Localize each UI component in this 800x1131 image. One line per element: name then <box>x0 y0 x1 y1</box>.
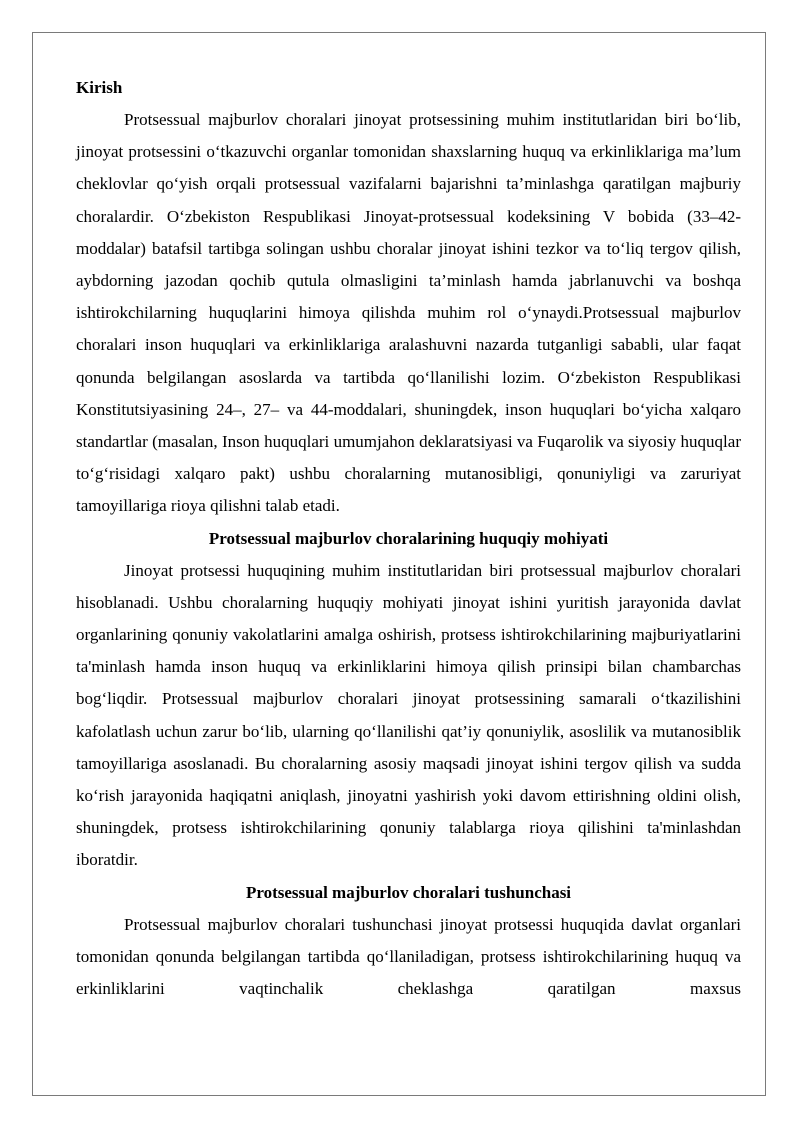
paragraph-intro: Protsessual majburlov choralari jinoyat protsessining muhim institutlaridan biri bo‘lib, jinoyat protsessini o‘tkazuvchi organlar tomonidan shaxslarning huquq va erkinliklariga ma’lum cheklovlar qo‘yish orqali protsessual vazifalarni bajarishni ta’minlashga qaratilgan majburiy choralardir. O‘zbekiston Respublikasi Jinoyat-protsessual kodeksining V bobida (33–42-moddalar) batafsil tartibga solingan ushbu choralar jinoyat ishini tezkor va to‘liq tergov qilish, aybdorning jazodan qochib qutula olmasligini ta’minlash hamda jabrlanuvchi va boshqa ishtirokchilarning huquqlarini himoya qilishda muhim rol o‘ynaydi.Protsessual majburlov choralari inson huquqlari va erkinliklariga aralashuvni nazarda tutganligi sababli, ular faqat qonunda belgilangan asoslarda va tartibda qo‘llanilishi lozim. O‘zbekiston Respublikasi Konstitutsiyasining 24–, 27– va 44-moddalari, shuningdek, inson huquqlari bo‘yicha xalqaro standartlar (masalan, Inson huquqlari umumjahon deklaratsiyasi va Fuqarolik va siyosiy huquqlar to‘g‘risidagi xalqaro pakt) ushbu choralarning mutanosibligi, qonuniyligi va zaruriyat tamoyillariga rioya qilishni talab etadi. <box>76 110 741 516</box>
paragraph-concept: Protsessual majburlov choralari tushunchasi jinoyat protsessi huquqida davlat organlari tomonidan qonunda belgilangan tartibda qo‘llaniladigan, protsess ishtirokchilarining huquq va erkinliklarini vaqtinchalik cheklashga qaratilgan maxsus <box>76 914 741 999</box>
paragraph-legal-nature: Jinoyat protsessi huquqining muhim institutlaridan biri protsessual majburlov choralari hisoblanadi. Ushbu choralarning huquqiy mohiyati jinoyat ishini yuritish jarayonida davlat organlarining qonuniy vakolatlarini amalga oshirish, protsess ishtirokchilarining majburiyatlarini ta'minlash hamda inson huquq va erkinliklarini himoya qilish prinsipi bilan chambarchas bog‘liqdir. Protsessual majburlov choralari jinoyat protsessining samarali o‘tkazilishini kafolatlash uchun zarur bo‘lib, ularning qo‘llanilishi qat’iy qonuniylik, asoslilik va mutanosiblik tamoyillariga asoslanadi. Bu choralarning asosiy maqsadi jinoyat ishini tergov qilish va sudda ko‘rish jarayonida haqiqatni aniqlash, jinoyatni yashirish yoki davom ettirishning oldini olish, shuningdek, protsess ishtirokchilarining qonuniy talablarga rioya qilishini ta'minlashdan iboratdir. <box>76 560 741 870</box>
section-heading-legal-nature: Protsessual majburlov choralarining huquqiy mohiyati <box>208 528 609 548</box>
section-heading-concept: Protsessual majburlov choralari tushunchasi <box>245 882 572 902</box>
section-heading-intro: Kirish <box>76 78 123 97</box>
document-body <box>76 72 741 1005</box>
